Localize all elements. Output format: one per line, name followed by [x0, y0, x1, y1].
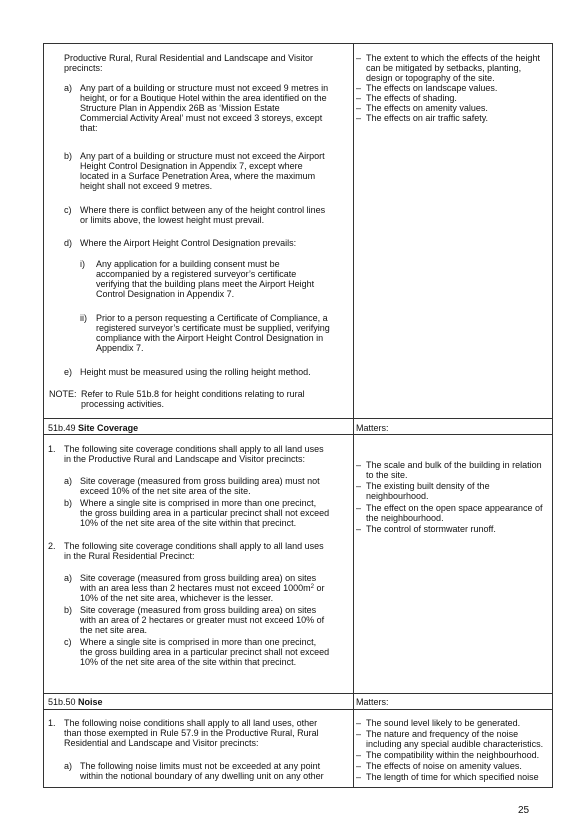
coverage-p1-label: 1. — [48, 444, 56, 454]
coverage-p1a-label: a) — [64, 476, 73, 486]
matters-dash: – — [356, 481, 362, 491]
height-item-d-ii: Prior to a person requesting a Certificate of Compliance, a registered surveyor’s certificate must be supplied, verifying compliance with the Airport Height Control Designation in Appendix 7. — [96, 313, 330, 353]
height-item-e: Height must be measured using the rolling height method. — [80, 367, 311, 377]
matters-dash: – — [356, 53, 362, 63]
height-item-d-label: d) — [64, 238, 73, 248]
matters-dash: – — [356, 113, 362, 123]
matters-dash: – — [356, 524, 362, 534]
matters-dash: – — [356, 503, 362, 513]
height-matter: The effects of shading. — [366, 93, 457, 103]
height-note: Refer to Rule 51b.8 for height conditions relating to rural processing activities. — [81, 389, 305, 409]
height-matter: The effects on amenity values. — [366, 103, 488, 113]
height-item-d-i-label: i) — [80, 259, 85, 269]
height-item-a-label: a) — [64, 83, 73, 93]
coverage-matter: The existing built density of the neighbourhood. — [366, 481, 490, 501]
coverage-p2-label: 2. — [48, 541, 56, 551]
coverage-matter: The effect on the open space appearance of the neighbourhood. — [366, 503, 543, 523]
row-divider — [44, 693, 552, 694]
coverage-p1a: Site coverage (measured from gross building area) must not exceed 10% of the net site area of the site. — [80, 476, 320, 496]
height-intro: Productive Rural, Rural Residential and Landscape and Visitor precincts: — [64, 53, 313, 73]
height-matter: The effects on air traffic safety. — [366, 113, 489, 123]
noise-matter: The length of time for which specified noise — [366, 772, 539, 782]
height-matter: The effects on landscape values. — [366, 83, 498, 93]
coverage-p1b-label: b) — [64, 498, 73, 508]
noise-heading: 51b.50 Noise — [48, 697, 103, 707]
height-item-b: Any part of a building or structure must not exceed the Airport Height Control Designation in Appendix 7, except where located in a Surface Penetration Area, where the maximum height shall not exceed 9 metres. — [80, 151, 325, 191]
matters-dash: – — [356, 729, 362, 739]
noise-matter: The sound level likely to be generated. — [366, 718, 521, 728]
height-matter: The extent to which the effects of the height can be mitigated by setbacks, planting, design or topography of the site. — [366, 53, 540, 83]
coverage-matter: The control of stormwater runoff. — [366, 524, 496, 534]
coverage-p2a: Site coverage (measured from gross building area) on sites with an area less than 2 hectares must not exceed $1000m^2$ or 10% of the net site area, whichever is the lesser. — [80, 573, 325, 603]
coverage-p1b: Where a single site is comprised in more than one precinct, the gross building area in a particular precinct shall not exceed 10% of the net site area of the site within that precinct. — [80, 498, 330, 528]
height-item-d-i: Any application for a building consent must be accompanied by a registered surveyor’s certificate verifying that the building plans meet the Airport Height Control Designation in Appendix 7. — [96, 259, 315, 299]
coverage-p2a-label: a) — [64, 573, 73, 583]
matters-dash: – — [356, 83, 362, 93]
height-item-d: Where the Airport Height Control Designation prevails: — [80, 238, 297, 248]
coverage-p2c-label: c) — [64, 637, 72, 647]
coverage-matter: The scale and bulk of the building in relation to the site. — [366, 460, 542, 480]
height-item-c-label: c) — [64, 205, 72, 215]
noise-p1: The following noise conditions shall apply to all land uses, other than those exempted in Rule 57.9 in the Productive Rural, Rural Residential and Landscape and Visitor precincts: — [64, 718, 319, 748]
matters-dash: – — [356, 761, 362, 771]
coverage-p2c: Where a single site is comprised in more than one precinct, the gross building area in a particular precinct shall not exceed 10% of the net site area of the site within that precinct. — [80, 637, 330, 667]
matters-dash: – — [356, 460, 362, 470]
matters-dash: – — [356, 750, 362, 760]
matters-label: Matters: — [356, 697, 389, 707]
noise-matter: The nature and frequency of the noise including any special audible characteristics. — [366, 729, 544, 749]
row-divider — [44, 709, 552, 710]
height-item-d-ii-label: ii) — [80, 313, 87, 323]
matters-label: Matters: — [356, 423, 389, 433]
noise-p1a-label: a) — [64, 761, 73, 771]
coverage-p2: The following site coverage conditions shall apply to all land uses in the Rural Residential Precinct: — [64, 541, 324, 561]
coverage-p2b-label: b) — [64, 605, 73, 615]
height-item-e-label: e) — [64, 367, 73, 377]
noise-p1a: The following noise limits must not be exceeded at any point within the notional boundary of any dwelling unit on any other — [80, 761, 324, 781]
column-divider — [353, 44, 354, 787]
coverage-p2b: Site coverage (measured from gross building area) on sites with an area of 2 hectares or greater must not exceed 10% of the net site area. — [80, 605, 325, 635]
coverage-p1: The following site coverage conditions shall apply to all land uses in the Productive Rural and Landscape and Visitor precincts: — [64, 444, 324, 464]
noise-p1-label: 1. — [48, 718, 56, 728]
matters-dash: – — [356, 93, 362, 103]
noise-matter: The effects of noise on amenity values. — [366, 761, 522, 771]
matters-dash: – — [356, 103, 362, 113]
height-item-a: Any part of a building or structure must not exceed 9 metres in height, or for a Boutique Hotel within the area identified on the Structure Plan in Appendix 26B as ‘Mission Estate Commercial Activity Areal’ must not exceed 3 storeys, except that: — [80, 83, 329, 133]
matters-dash: – — [356, 772, 362, 782]
height-item-b-label: b) — [64, 151, 73, 161]
row-divider — [44, 434, 552, 435]
noise-matter: The compatibility within the neighbourhood. — [366, 750, 540, 760]
height-note-label: NOTE: — [49, 389, 77, 399]
height-item-c: Where there is conflict between any of the height control lines or limits above, the lowest height must prevail. — [80, 205, 326, 225]
row-divider — [44, 418, 552, 419]
matters-dash: – — [356, 718, 362, 728]
site-coverage-heading: 51b.49 Site Coverage — [48, 423, 139, 433]
page-number: 25 — [518, 805, 530, 816]
